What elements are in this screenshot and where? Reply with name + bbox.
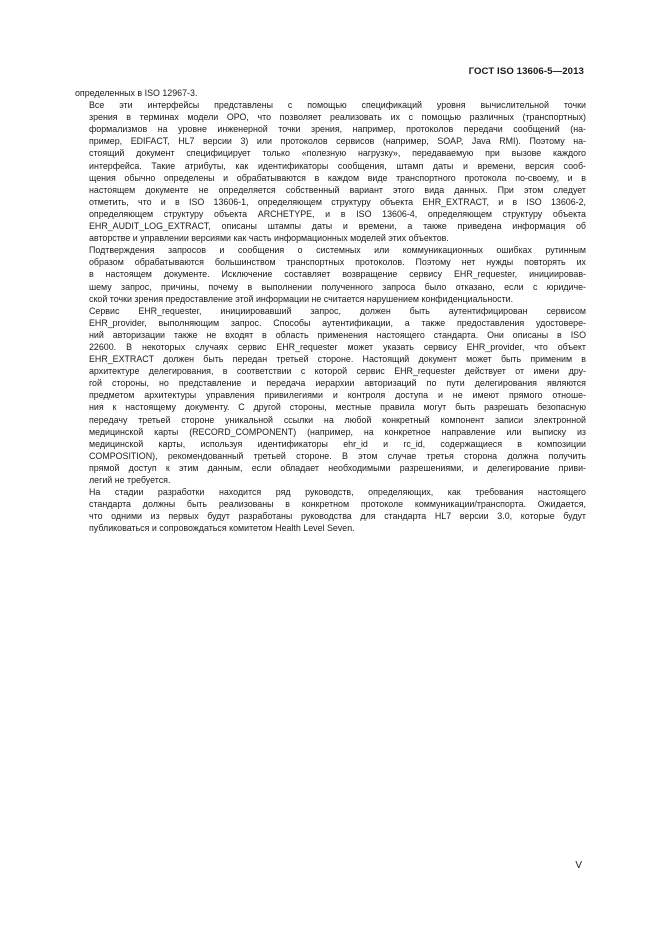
text-line: в настоящем документе. Исключение составляет возвращение сервису EHR_requester, инициировав- [89, 269, 586, 280]
document-standard-id: ГОСТ ISO 13606-5—2013 [468, 66, 584, 77]
text-line: легий не требуется. [89, 475, 171, 485]
text-line: EHR_provider, выполняющим запрос. Способы аутентификации, а также предоставления удостовере- [89, 317, 586, 328]
text-line: предметом архитектуры управления привилегиями и контроля доступа и не имеют прямого отноше- [89, 390, 586, 401]
text-line: Все эти интерфейсы представлены с помощью спецификаций уровня вычислительной точки [89, 100, 586, 111]
document-body [75, 87, 586, 534]
text-line: COMPOSITION), рекомендованный третьей стороне. В этом случае третья сторона должна получить [89, 450, 586, 461]
paragraph [75, 87, 586, 99]
text-line: шему запрос, причины, почему в выполнении полученного запроса было отказано, если с юридиче- [89, 281, 586, 292]
text-line: Сервис EHR_requester, инициировавший запрос, должен быть аутентифицирован сервисом [89, 305, 586, 316]
text-line: медицинской карты, используя идентификаторы ehr_id и rc_id, содержащиеся в композиции [89, 438, 586, 449]
text-line: авторстве и управлении версиями как часть информационных моделей этих объектов. [89, 233, 449, 244]
text-line: публиковаться и сопровождаться комитетом Health Level Seven. [89, 523, 355, 534]
text-line: ний авторизации также не входят в область применения настоящего стандарта. Они описаны в ISO [89, 329, 586, 340]
text-line: пример, EDIFACT, HL7 версии 3) или протоколов сервисов (например, SOAP, Java RMI). Поэтому на- [89, 136, 586, 147]
text-line: медицинской карты (RECORD_COMPONENT) (например, на конкретное направление или выписку из [89, 426, 586, 437]
text-line: На стадии разработки находится ряд руководств, определяющих, как требования настоящего [89, 487, 586, 498]
text-line: стоящий документ специфицирует только «полезную нагрузку», передаваемую при вызове каждого [89, 148, 586, 159]
text-line: зрения в терминах модели ОРО, что позволяет реализовать их с помощью различных (транспортных) [89, 112, 586, 123]
paragraph [75, 99, 586, 244]
paragraph [75, 305, 586, 486]
text-line: настоящем документе не определяется собственный вариант этого вида данных. При этом следует [89, 184, 586, 195]
text-line: щения обычно определены и обрабатываются в каждом виде транспортного протокола по-своему, и в [89, 172, 586, 183]
text-line: формализмов на уровне инженерной точки зрения, например, протоколов передачи сообщений (на- [89, 124, 586, 135]
text-line: ской точки зрения предоставление этой информации не считается нарушением конфиденциальности. [89, 293, 514, 304]
text-line: отметить, что и в ISO 13606-1, определяющем структуру объекта EHR_EXTRACT, и в ISO 13606-2, [89, 196, 586, 207]
text-line: гой стороны, но представление и передача иерархии авторизаций по пути делегирования являются [89, 378, 586, 389]
text-line: определяющем структуру объекта ARCHETYPE, и в ISO 13606-4, определяющем структуру объекта [89, 208, 586, 219]
text-line: ния к настоящему документу. С другой стороны, местные правила могут быть разрешать безопасную [89, 402, 586, 413]
text-line: что одними из первых будут разработаны руководства для стандарта HL7 версии 3.0, которые будут [89, 511, 586, 522]
text-line: передачу третьей стороне уникальной ссылки на любой конкретный компонент записи электронной [89, 414, 586, 425]
text-line: EHR_EXTRACT должен быть передан третьей стороне. Настоящий документ может быть применим в [89, 354, 586, 365]
paragraph [75, 486, 586, 534]
text-line: архитектуре делегирования, в соответствии с которой сервис EHR_requester действует от имени дру- [89, 366, 586, 377]
text-line: образом обрабатываются большинством транспортных протоколов. Поэтому нет нужды повторять их [89, 257, 586, 268]
text-line: Подтверждения запросов и сообщения о системных или коммуникационных ошибках рутинным [89, 245, 586, 256]
text-line: определенных в ISO 12967-3. [75, 88, 198, 98]
paragraph [75, 244, 586, 304]
text-line: прямой доступ к этим данным, если обладает необходимыми разрешениями, и делегирование приви- [89, 462, 586, 473]
text-line: 22600. В некоторых случаях сервис EHR_requester может указать сервису EHR_provider, что объект [89, 341, 586, 352]
page-number: V [575, 860, 582, 871]
text-line: EHR_AUDIT_LOG_EXTRACT, описаны штампы даты и времени, а также приведена информация об [89, 221, 586, 232]
text-line: интерфейса. Такие атрибуты, как идентификаторы сообщения, штамп даты и времени, версия сооб- [89, 160, 586, 171]
text-line: стандарта должны быть реализованы в конкретном протоколе коммуникации/транспорта. Ожидается, [89, 499, 586, 510]
